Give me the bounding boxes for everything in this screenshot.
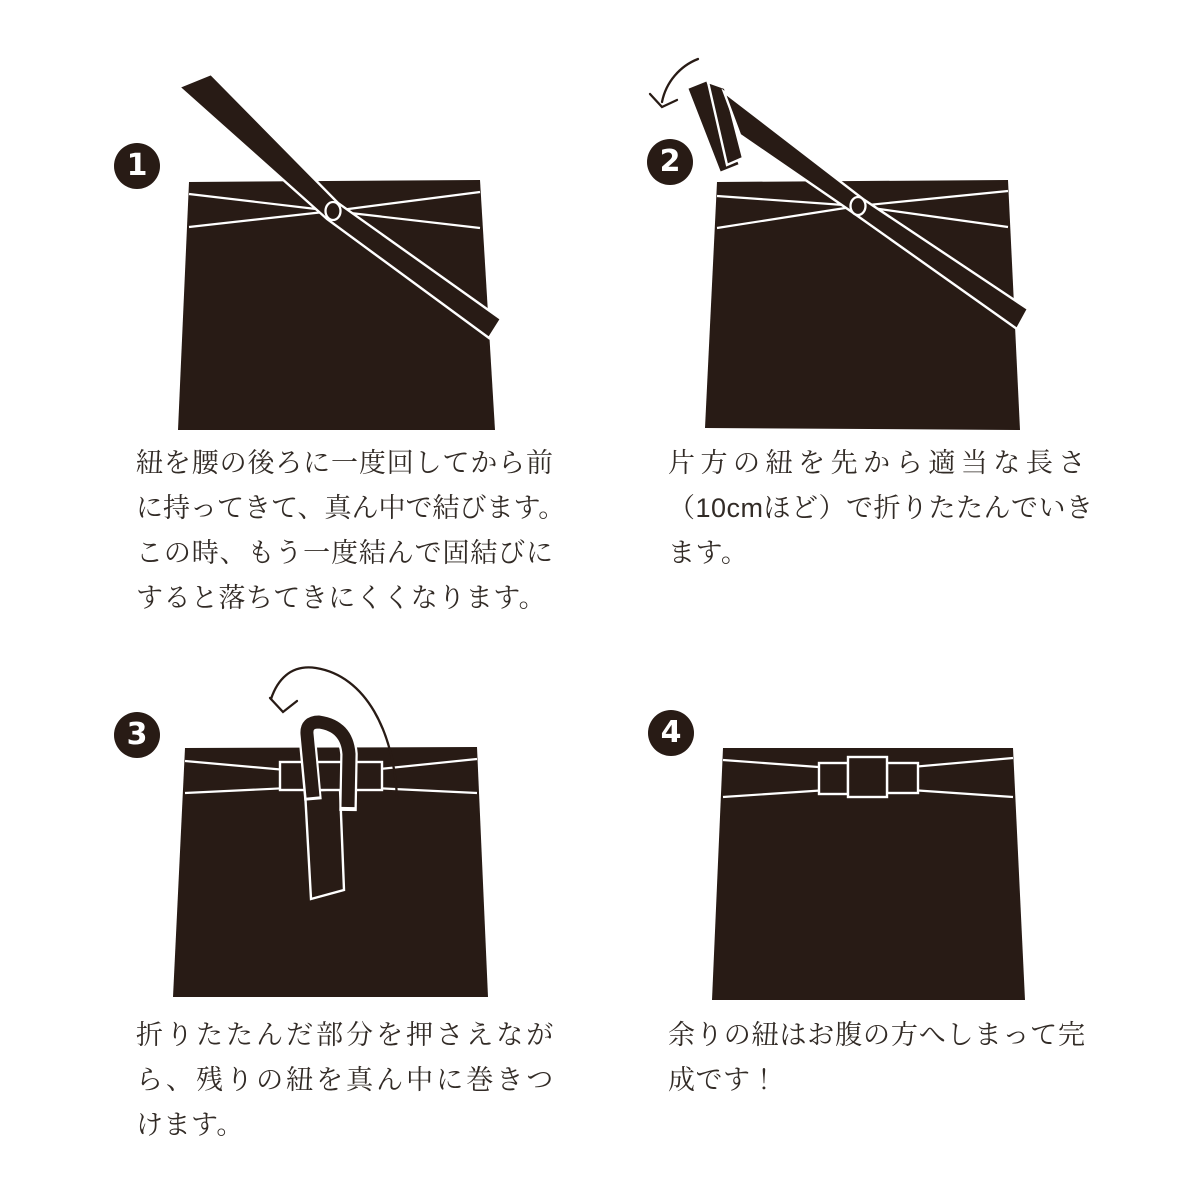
knot-center-square bbox=[848, 757, 887, 797]
instruction-line: 余りの紐はお腹の方へしまって完 bbox=[668, 1020, 1086, 1050]
tie-tail bbox=[305, 789, 344, 899]
step-1-caption bbox=[136, 441, 588, 621]
instruction-line: けます。 bbox=[136, 1110, 244, 1140]
knot-side-rect bbox=[887, 763, 918, 793]
step-4-illustration bbox=[640, 650, 1120, 1015]
instruction-line: 成です！ bbox=[668, 1065, 778, 1095]
knot-circle bbox=[326, 202, 341, 220]
instruction-line: に持ってきて、真ん中で結びます。 bbox=[136, 493, 566, 523]
step-3-number-badge: 3 bbox=[114, 712, 160, 758]
instruction-line: ら、残りの紐を真ん中に巻きつ bbox=[136, 1065, 557, 1095]
step-2-illustration bbox=[640, 50, 1120, 445]
knot-wrap-rect bbox=[280, 762, 382, 790]
instruction-line: ます。 bbox=[668, 538, 749, 568]
knot-circle bbox=[851, 197, 866, 215]
step-4-caption bbox=[668, 1013, 1120, 1103]
instruction-line: すると落ちてきにくくなります。 bbox=[136, 583, 547, 613]
step-3-caption bbox=[136, 1013, 588, 1148]
step-1-illustration bbox=[100, 60, 580, 445]
step-1-number-badge: 1 bbox=[114, 143, 160, 189]
step-4-number-badge: 4 bbox=[648, 710, 694, 756]
instruction-line: 折りたたんだ部分を押さえなが bbox=[136, 1020, 557, 1050]
wrap-direction-arrow-icon bbox=[270, 698, 297, 712]
step-3-illustration bbox=[100, 650, 580, 1015]
instruction-line: 紐を腰の後ろに一度回してから前 bbox=[136, 448, 554, 478]
step-2-number-badge: 2 bbox=[647, 139, 693, 185]
step-2-caption bbox=[668, 441, 1120, 576]
instruction-line: （10cmほど）で折りたたんでいき bbox=[668, 493, 1094, 523]
instruction-line: 片方の紐を先から適当な長さ bbox=[668, 448, 1091, 478]
knot-side-rect bbox=[819, 763, 848, 794]
instruction-line: この時、もう一度結んで固結びに bbox=[136, 538, 554, 568]
